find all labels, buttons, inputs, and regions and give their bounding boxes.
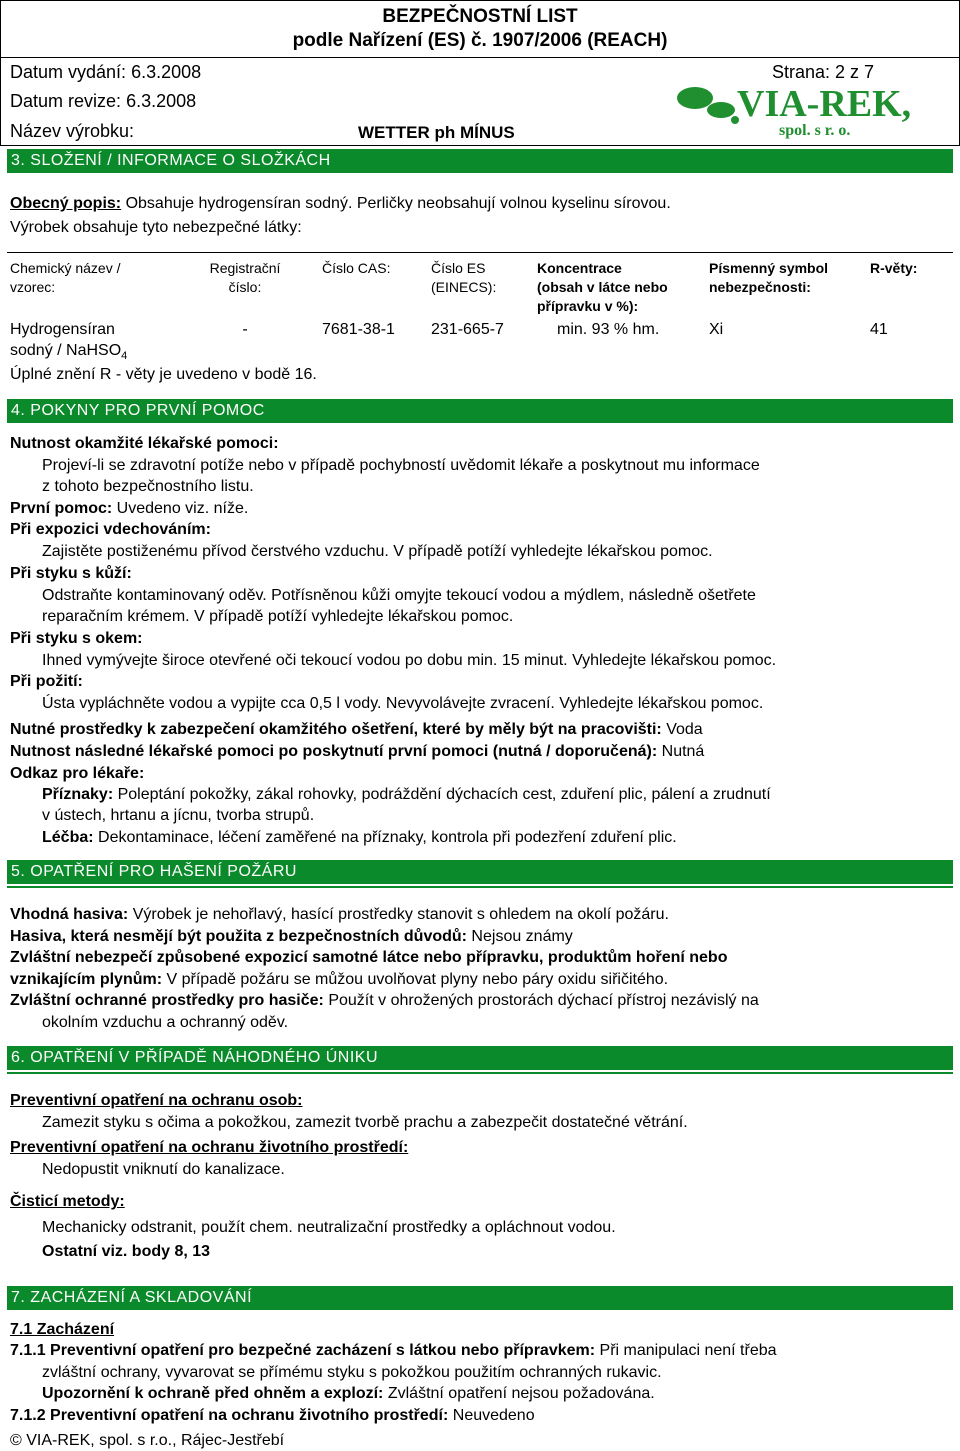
handling-subheading: 7.1 Zacházení <box>10 1321 115 1338</box>
section-7-heading: 7. ZACHÁZENÍ A SKLADOVÁNÍ <box>7 1286 953 1310</box>
th-symbol: Písmenný symbol nebezpečnosti: <box>709 260 829 295</box>
firefighter-protection: Zvláštní ochranné prostředky pro hasiče: Použít v ohrožených prostorách dýchací přístroj nezávislý na <box>10 992 759 1009</box>
document-title: BEZPEČNOSTNÍ LIST <box>382 6 578 27</box>
skin-text-2: reparačním krémem. V případě potíží vyhledejte lékařskou pomoc. <box>42 608 514 625</box>
td-r-phrases: 41 <box>870 321 888 338</box>
th-r-phrases: R-věty: <box>870 260 918 276</box>
workplace-means: Nutné prostředky k zabezpečení okamžitého ošetření, které by měly být na pracovišti: Voda <box>10 721 703 738</box>
td-symbol: Xi <box>709 321 724 338</box>
section-5-heading: 5. OPATŘENÍ PRO HAŠENÍ POŽÁRU <box>7 860 953 884</box>
ingestion-label: Při požití: <box>10 673 83 690</box>
skin-label: Při styku s kůží: <box>10 565 132 582</box>
eye-text: Ihned vymývejte široce otevřené oči tekoucí vodou po dobu min. 15 minut. Vyhledejte lékařskou pomoc. <box>42 652 777 669</box>
header-top-border <box>0 0 960 1</box>
other-references: Ostatní viz. body 8, 13 <box>42 1243 211 1260</box>
doctor-note-label: Odkaz pro lékaře: <box>10 765 145 782</box>
skin-text-1: Odstraňte kontaminovaný oděv. Potřísněnou kůži omyjte tekoucí vodou a mýdlem, následně ošetřete <box>42 587 756 604</box>
suitable-media: Vhodná hasiva: Výrobek je nehořlavý, hasící prostředky stanovit s ohledem na okolí požáru. <box>10 906 669 923</box>
first-aid: První pomoc: Uvedeno viz. níže. <box>10 500 249 517</box>
th-concentration: Koncentrace (obsah v látce nebo přípravku v %): <box>537 260 668 314</box>
section-6-heading: 6. OPATŘENÍ V PŘÍPADĚ NÁHODNÉHO ÚNIKU <box>7 1046 953 1070</box>
td-concentration: min. 93 % hm. <box>557 321 660 338</box>
td-es: 231-665-7 <box>431 321 504 338</box>
unsuitable-media: Hasiva, která nesmějí být použita z bezpečnostních důvodů: Nejsou známy <box>10 928 573 945</box>
revision-date: Datum revize: 6.3.2008 <box>10 91 197 111</box>
followup-help: Nutnost následné lékařské pomoci po poskytnutí první pomoci (nutná / doporučená): Nutná <box>10 743 705 760</box>
logo-leaf-1 <box>677 87 713 109</box>
treatment-text: Léčba: Dekontaminace, léčení zaměřené na příznaky, kontrola při podezření zduření plic. <box>42 829 677 846</box>
special-hazards: vznikajícím plynům: V případě požáru se můžou uvolňovat plyny nebo páry oxidu siřičitého. <box>10 971 669 988</box>
section-4-heading: 4. POKYNY PRO PRVNÍ POMOC <box>7 399 953 423</box>
inhalation-label: Při expozici vdechováním: <box>10 521 211 538</box>
r-phrases-note: Úplné znění R - věty je uvedeno v bodě 16. <box>10 366 317 383</box>
logo-subtitle: spol. s r. o. <box>779 122 851 139</box>
document-regulation: podle Nařízení (ES) č. 1907/2006 (REACH) <box>292 30 668 51</box>
th-registration: Registrační číslo: <box>209 260 281 295</box>
urgent-help-text-1: Projeví-li se zdravotní potíže nebo v případě pochybností uvědomit lékaře a poskytnout mu informace <box>42 457 760 474</box>
footer-copyright: © VIA-REK, spol. s r.o., Rájec-Jestřebí <box>10 1432 285 1449</box>
header-bottom-border <box>0 145 960 146</box>
safe-handling-2: zvláštní ochrany, vyvarovat se přímému styku s pokožkou použitím ochranných rukavic. <box>42 1364 662 1381</box>
td-name: Hydrogensíran sodný / NaHSO$_4$ <box>10 321 128 363</box>
urgent-help-label: Nutnost okamžité lékařské pomoci: <box>10 435 279 452</box>
table-top-border <box>7 252 953 253</box>
product-name: WETTER ph MÍNUS <box>358 123 515 142</box>
inhalation-text: Zajistěte postiženému přívod čerstvého vzduchu. V případě potíží vyhledejte lékařskou pomoc. <box>42 543 713 560</box>
env-handling: 7.1.2 Preventivní opatření na ochranu životního prostředí: Neuvedeno <box>10 1407 535 1424</box>
symptoms-text: Příznaky: Poleptání pokožky, zákal rohovky, podráždění dýchacích cest, zduření plic, pálení a zrudnutí <box>42 786 771 803</box>
firefighter-protection-2: okolním vzduchu a ochranný oděv. <box>42 1014 289 1031</box>
personal-precautions-label: Preventivní opatření na ochranu osob: <box>10 1092 303 1109</box>
special-hazards-label: Zvláštní nebezpečí způsobené expozicí samotné látce nebo přípravku, produktům hoření nebo <box>10 949 728 966</box>
env-precautions-text: Nedopustit vniknutí do kanalizace. <box>42 1161 285 1178</box>
cleanup-methods-label: Čisticí metody: <box>10 1193 125 1210</box>
td-registration: - <box>242 321 248 338</box>
logo-graphic <box>673 80 935 140</box>
th-es: Číslo ES (EINECS): <box>431 260 497 295</box>
ingestion-text: Ústa vypláchněte vodou a vypijte cca 0,5 l vody. Nevyvolávejte zvracení. Vyhledejte lékařskou pomoc. <box>42 695 764 712</box>
logo-leaf-2 <box>707 102 735 118</box>
urgent-help-text-2: z tohoto bezpečnostního listu. <box>42 478 254 495</box>
safe-handling: 7.1.1 Preventivní opatření pro bezpečné zacházení s látkou nebo přípravkem: Při manipulaci není třeba <box>10 1342 777 1359</box>
symptoms-text-2: v ústech, hrtanu a jícnu, tvorba strupů. <box>42 807 315 824</box>
th-name: Chemický název / vzorec: <box>10 260 121 295</box>
page-number: Strana: 2 z 7 <box>772 62 875 82</box>
th-cas: Číslo CAS: <box>322 260 391 276</box>
eye-label: Při styku s okem: <box>10 630 143 647</box>
fire-explosion-note: Upozornění k ochraně před ohněm a explozí: Zvláštní opatření nejsou požadována. <box>42 1385 655 1402</box>
personal-precautions-text: Zamezit styku s očima a pokožkou, zamezit tvorbě prachu a zabezpečit dostatečné větrání. <box>42 1114 688 1131</box>
hazard-intro: Výrobek obsahuje tyto nebezpečné látky: <box>10 219 302 236</box>
product-label: Název výrobku: <box>10 121 135 141</box>
company-logo <box>673 80 935 140</box>
header-divider <box>0 57 960 58</box>
logo-wordmark: VIA-REK, <box>737 83 912 125</box>
issue-date: Datum vydání: 6.3.2008 <box>10 62 202 82</box>
td-cas: 7681-38-1 <box>322 321 395 338</box>
general-description: Obecný popis: Obsahuje hydrogensíran sodný. Perličky neobsahují volnou kyselinu sírovou. <box>10 195 671 212</box>
section-5-underline <box>7 886 953 888</box>
cleanup-methods-text: Mechanicky odstranit, použít chem. neutralizační prostředky a opláchnout vodou. <box>42 1219 616 1236</box>
section-3-heading: 3. SLOŽENÍ / INFORMACE O SLOŽKÁCH <box>7 149 953 173</box>
section-6-underline <box>7 1072 953 1074</box>
env-precautions-label: Preventivní opatření na ochranu životního prostředí: <box>10 1139 409 1156</box>
